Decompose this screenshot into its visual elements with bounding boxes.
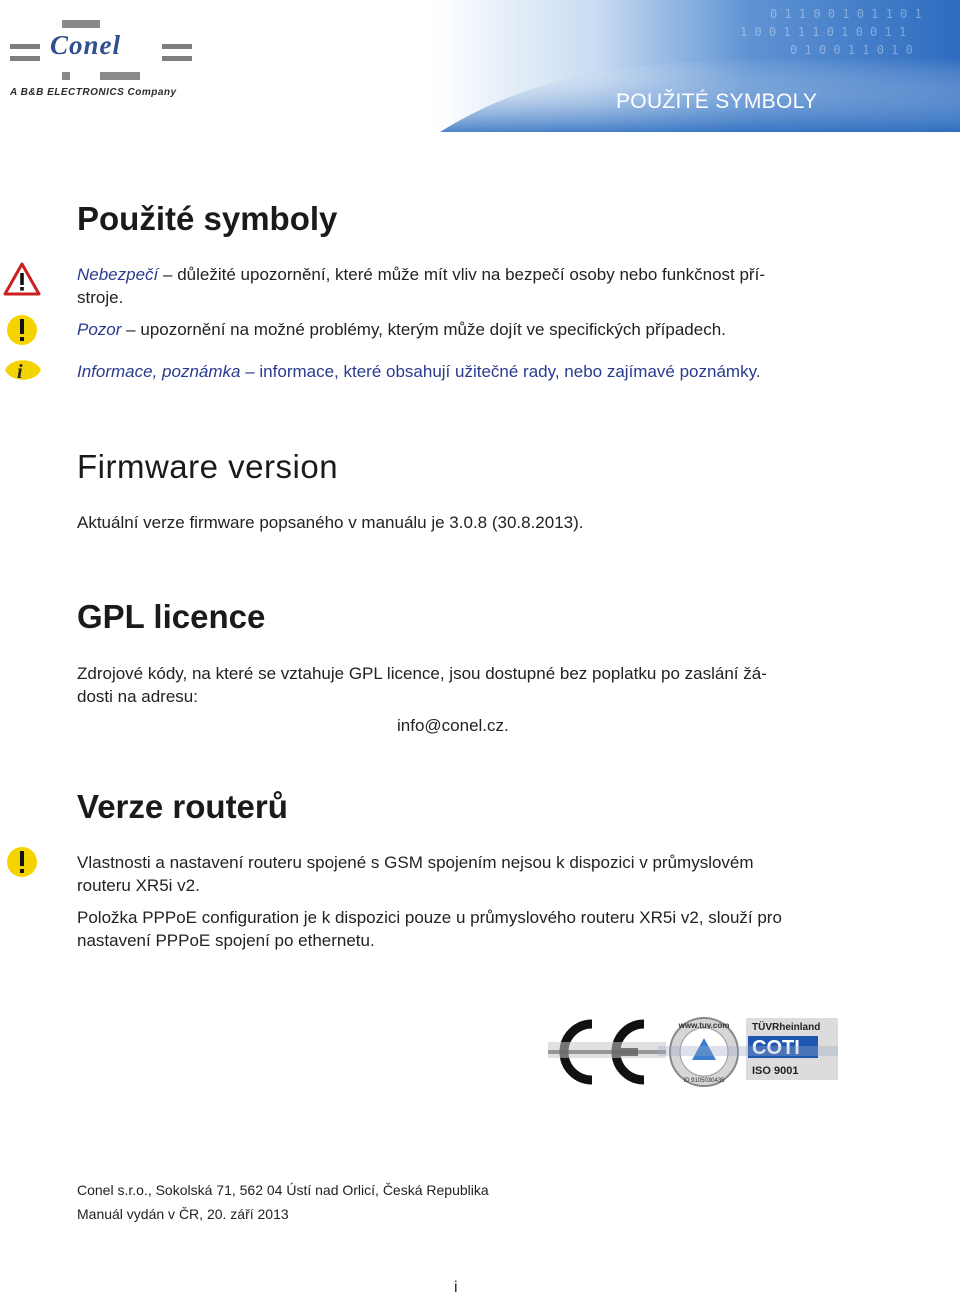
footer-issued: Manuál vydán v ČR, 20. září 2013 <box>77 1206 289 1222</box>
certification-logos <box>548 1012 838 1092</box>
caution-text: upozornění na možné problémy, kterým může dojít ve specifických případech. <box>140 320 726 339</box>
info-icon <box>3 352 43 388</box>
caution-term: Pozor <box>77 320 122 339</box>
info-term: Informace, poznámka <box>77 362 241 381</box>
gpl-text <box>77 662 839 708</box>
header-title: POUŽITÉ SYMBOLY <box>616 90 818 113</box>
page-number: i <box>454 1279 458 1296</box>
logo-subtitle: A B&B ELECTRONICS Company <box>10 87 177 98</box>
gpl-text-line2: dosti na adresu: <box>77 687 198 706</box>
routers-p1-line1: Vlastnosti a nastavení routeru spojené s GSM spojením nejsou k dispozici v průmyslovém <box>77 853 754 872</box>
tuv-url: www.tuv.com <box>678 1021 730 1030</box>
info-description <box>77 360 839 383</box>
danger-dash: – <box>163 265 173 284</box>
danger-icon <box>3 262 41 296</box>
info-text: informace, které obsahují užitečné rady, nebo zajímavé poznámky. <box>259 362 761 381</box>
gpl-email: info@conel.cz. <box>397 716 509 735</box>
gpl-text-line1: Zdrojové kódy, na které se vztahuje GPL licence, jsou dostupné bez poplatku po zaslání žá- <box>77 664 767 683</box>
danger-term: Nebezpečí <box>77 265 159 284</box>
routers-p2-line1: Položka PPPoE configuration je k dispozici pouze u průmyslového routeru XR5i v2, slouží pro <box>77 908 782 927</box>
caution-dash: – <box>126 320 136 339</box>
firmware-text: Aktuální verze firmware popsaného v manuálu je 3.0.8 (30.8.2013). <box>77 513 584 532</box>
gpl-heading: GPL licence <box>77 598 266 635</box>
caution-description <box>77 318 839 341</box>
logo: Conel <box>50 30 122 60</box>
danger-text-line2: stroje. <box>77 288 124 307</box>
danger-text-line1: důležité upozornění, které může mít vliv na bezpečí osoby nebo funkčnost pří- <box>177 265 765 284</box>
svg-text:0 1 0 0 1 1 0 1 0: 0 1 0 0 1 1 0 1 0 <box>790 43 913 57</box>
iso-label: ISO 9001 <box>752 1065 799 1077</box>
tuv-cert-id: ID 9105030435 <box>683 1078 725 1084</box>
footer-address: Conel s.r.o., Sokolská 71, 562 04 Ústí nad Orlicí, Česká Republika <box>77 1182 489 1198</box>
page-header <box>0 0 960 132</box>
svg-text:1 0 0 1 1 1 0 1 0 0 1 1: 1 0 0 1 1 1 0 1 0 0 1 1 <box>740 25 907 39</box>
ce-mark-icon <box>548 1012 838 1092</box>
danger-description <box>77 263 839 309</box>
caution-icon <box>6 314 38 346</box>
symbols-heading: Použité symboly <box>77 200 338 237</box>
routers-p2-line2: nastavení PPPoE spojení po ethernetu. <box>77 931 375 950</box>
svg-text:0 1 1 0 0 1 0 1 1 0 1: 0 1 1 0 0 1 0 1 1 0 1 <box>770 7 922 21</box>
coti-label: COTI <box>752 1037 800 1059</box>
routers-paragraph-2 <box>77 906 839 952</box>
routers-heading: Verze routerů <box>77 788 288 825</box>
routers-p1-line2: routeru XR5i v2. <box>77 876 200 895</box>
tuv-brand: TÜVRheinland <box>752 1022 821 1033</box>
info-dash: – <box>245 362 255 381</box>
svg-text:i: i <box>17 361 23 383</box>
caution-icon <box>6 846 38 878</box>
routers-paragraph-1 <box>77 851 839 897</box>
firmware-heading: Firmware version <box>77 448 339 485</box>
